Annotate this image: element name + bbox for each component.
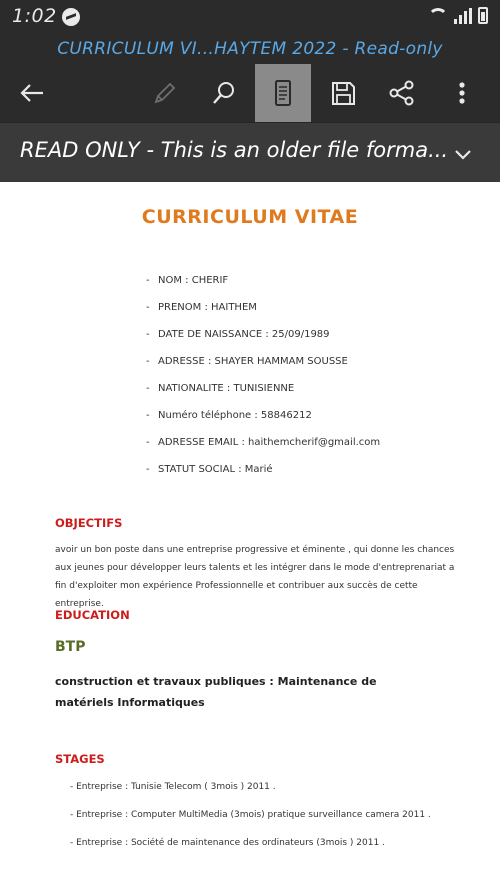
chevron-down-icon[interactable]	[452, 143, 474, 165]
messenger-notification-icon	[62, 8, 80, 26]
document-title-bar	[0, 34, 500, 64]
education-heading: EDUCATION	[55, 608, 130, 622]
education-description: construction et travaux publiques : Maintenance de matériels Informatiques	[55, 675, 377, 709]
wifi-icon	[428, 8, 448, 24]
list-item: - Entreprise : Tunisie Telecom ( 3mois ) 2011 .	[70, 782, 276, 792]
education-title: BTP	[55, 639, 86, 655]
share-button[interactable]	[374, 64, 430, 122]
signal-icon	[454, 8, 472, 24]
list-item: - Entreprise : Société de maintenance des ordinateurs (3mois ) 2011 .	[70, 838, 385, 848]
cv-title: CURRICULUM VITAE	[141, 206, 359, 228]
edit-button[interactable]	[136, 64, 192, 122]
list-item: - NATIONALITE : TUNISIENNE	[146, 383, 295, 394]
search-icon	[209, 78, 239, 108]
read-only-banner[interactable]	[0, 122, 500, 182]
list-item: - Numéro téléphone : 58846212	[146, 410, 312, 421]
read-only-message: READ ONLY - This is an older file forma...	[20, 138, 449, 162]
document-title: CURRICULUM VI...HAYTEM 2022 - Read-only	[57, 39, 443, 59]
status-icons	[428, 7, 488, 24]
save-button[interactable]	[315, 64, 371, 122]
document-page[interactable]	[0, 182, 500, 890]
stages-heading: STAGES	[55, 752, 105, 766]
mobile-view-button[interactable]	[255, 64, 311, 122]
pen-icon	[149, 78, 179, 108]
objectifs-text: avoir un bon poste dans une entreprise progressive et éminente , qui donne les chances aux jeunes pour développer leurs talents et les intégrer dans le mode d'entreprenariat a fin d'exploiter mon expérience Professionnelle et contribuer aux succès de cette entreprise.	[55, 545, 455, 609]
mobile-view-icon	[268, 78, 298, 108]
battery-icon	[478, 7, 488, 24]
list-item: - PRENOM : HAITHEM	[146, 302, 257, 313]
personal-info-list	[146, 274, 380, 490]
toolbar	[0, 64, 500, 122]
back-button[interactable]	[4, 64, 60, 122]
list-item: - STATUT SOCIAL : Marié	[146, 464, 273, 475]
status-time: 1:02	[12, 5, 57, 27]
status-bar	[0, 0, 500, 34]
list-item: - NOM : CHERIF	[146, 275, 229, 286]
more-options-button[interactable]	[434, 64, 490, 122]
list-item: - DATE DE NAISSANCE : 25/09/1989	[146, 329, 330, 340]
share-icon	[387, 78, 417, 108]
search-button[interactable]	[196, 64, 252, 122]
list-item: - ADRESSE : SHAYER HAMMAM SOUSSE	[146, 356, 348, 367]
list-item: - Entreprise : Computer MultiMedia (3mois) pratique surveillance camera 2011 .	[70, 810, 431, 820]
back-arrow-icon	[17, 78, 47, 108]
list-item: - ADRESSE EMAIL : haithemcherif@gmail.com	[146, 437, 381, 448]
objectifs-heading: OBJECTIFS	[55, 516, 123, 530]
more-icon	[447, 78, 477, 108]
stages-list	[70, 780, 431, 864]
save-icon	[328, 78, 358, 108]
